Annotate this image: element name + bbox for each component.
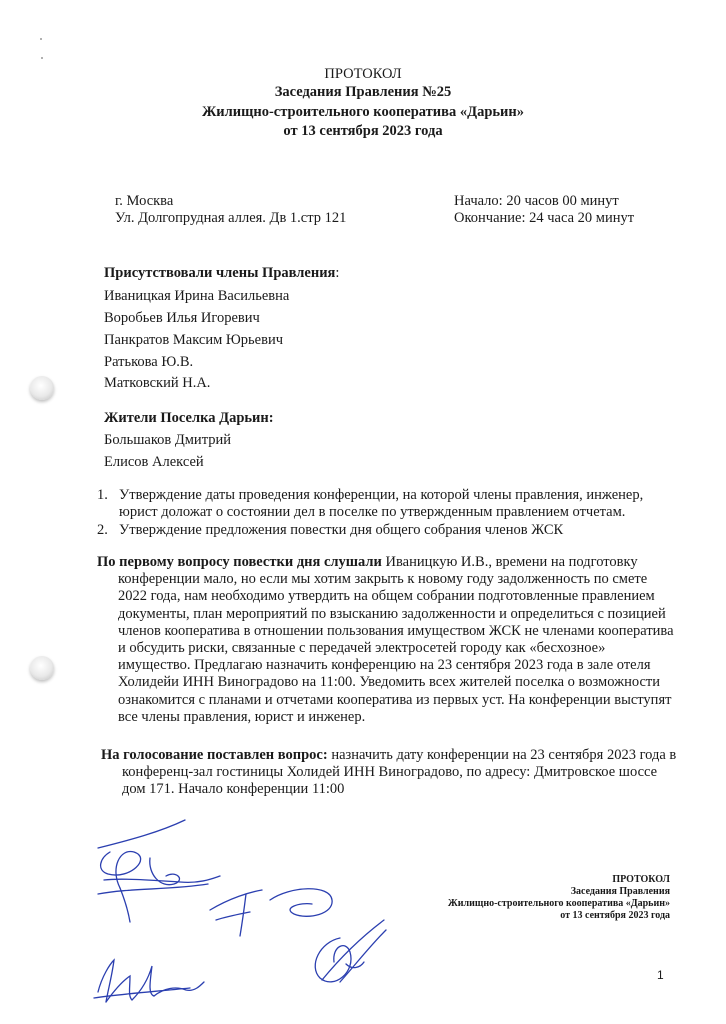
agenda-item-number: 1.	[97, 487, 108, 503]
doc-subtitle-date: от 13 сентября 2023 года	[283, 123, 443, 139]
doc-subtitle-coop: Жилищно-строительного кооператива «Дарьин»	[201, 104, 525, 120]
signature-3	[300, 918, 390, 998]
agenda-item-text: Утверждение предложения повестки дня общего собрания членов ЖСК	[119, 522, 564, 538]
first-question-text: Иваницкую И.В., времени на подготовку конференции мало, но если мы хотим закрыть к новому году задолженность по смете 2022 года, нам необходимо утвердить на общем собрании подготовленные правлением документы, план мероприятий по взысканию задолженности и определиться с позицией членов кооператива в отношении пользования имуществом ЖСК не членами кооператива и обсудить риски, связанные с передачей электросетей городу как «бесхозное» имущество. Предлагаю назначить конференцию на 23 сентября 2023 года в зале отеля Холидейи ИНН Виноградово на 11:00. Уведомить всех жителей поселка о возможности ознакомится с планами и отчетами кооператива из первых уст. На конференции выступят все члены правления, юрист и инженер.	[118, 554, 674, 725]
first-question-lead: По первому вопросу повестки дня слушали	[97, 554, 382, 570]
resident-name: Большаков Дмитрий	[104, 432, 231, 448]
footer-meeting: Заседания Правления	[570, 886, 670, 897]
first-question-paragraph	[97, 554, 678, 726]
agenda-item-text: Утверждение даты проведения конференции, на которой члены правления, инженер, юрист доложат о состоянии дел в поселке по утвержденным правлением отчетам.	[119, 487, 644, 521]
hole-punch	[30, 376, 54, 400]
vote-paragraph	[101, 747, 682, 799]
resident-name: Елисов Алексей	[104, 454, 204, 470]
member-name: Матковский Н.А.	[104, 375, 211, 391]
present-heading: Присутствовали члены Правления	[104, 265, 336, 281]
doc-subtitle-meeting: Заседания Правления №25	[274, 84, 452, 100]
residents-heading: Жители Поселка Дарьин:	[104, 410, 274, 426]
signature-4	[90, 952, 210, 1012]
agenda-item	[97, 522, 667, 539]
meta-start: Начало: 20 часов 00 минут	[454, 193, 619, 209]
agenda-item-number: 2.	[97, 522, 108, 538]
hole-punch	[30, 656, 54, 680]
page-number: 1	[657, 968, 664, 982]
meta-end: Окончание: 24 часа 20 минут	[454, 210, 635, 226]
present-heading-row	[104, 265, 339, 282]
meta-city: г. Москва	[115, 193, 174, 209]
present-heading-colon: :	[335, 265, 340, 281]
footer-title: ПРОТОКОЛ	[612, 874, 670, 885]
doc-title: ПРОТОКОЛ	[324, 66, 402, 82]
vote-lead: На голосование поставлен вопрос:	[101, 747, 328, 763]
member-name: Иваницкая Ирина Васильевна	[104, 288, 290, 304]
footer-date: от 13 сентября 2023 года	[560, 910, 670, 921]
meta-address: Ул. Долгопрудная аллея. Дв 1.стр 121	[115, 210, 347, 226]
scan-speck	[41, 57, 43, 59]
member-name: Воробьев Илья Игоревич	[104, 310, 260, 326]
footer-coop: Жилищно-строительного кооператива «Дарьин»	[447, 898, 670, 909]
agenda-item	[97, 487, 667, 521]
member-name: Панкратов Максим Юрьевич	[104, 332, 283, 348]
footer-block	[370, 874, 670, 922]
scan-speck	[40, 38, 42, 40]
vote-text: назначить дату конференции на 23 сентября 2023 года в конференц-зал гостиницы Холидей ИНН Виноградово, по адресу: Дмитровское шоссе дом 171. Начало конференции 11:00	[122, 747, 677, 798]
member-name: Ратькова Ю.В.	[104, 354, 194, 370]
